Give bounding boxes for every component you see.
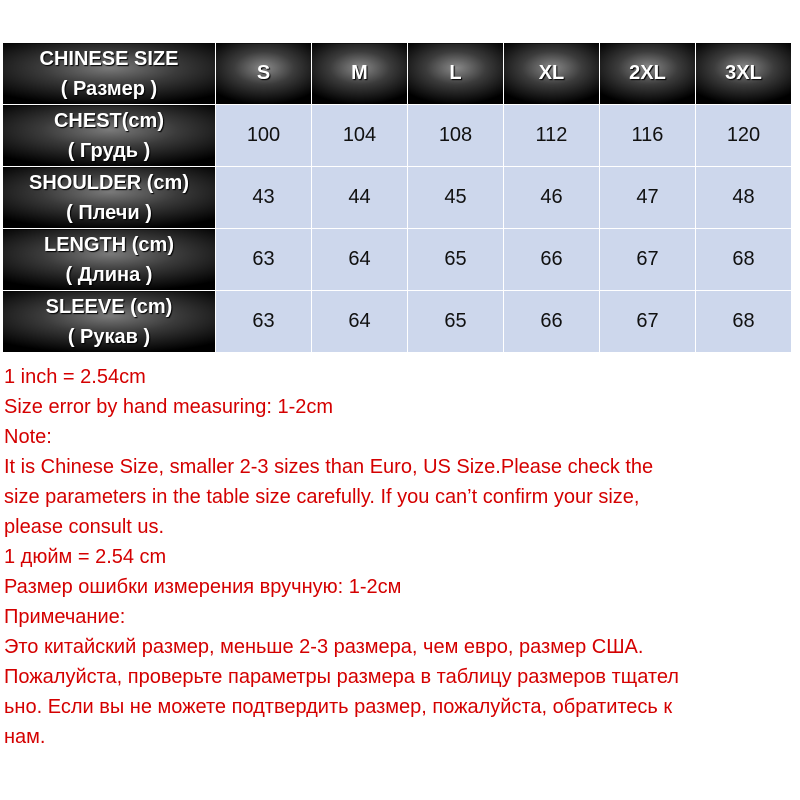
table-cell: 64 (312, 291, 408, 353)
table-cell: 68 (696, 291, 792, 353)
row-label-ru: ( Длина ) (65, 263, 153, 286)
table-row-length (3, 229, 792, 291)
note-line: size parameters in the table size carefully. If you can’t confirm your size, (4, 486, 640, 508)
size-header-2xl: 2XL (600, 43, 696, 105)
row-label: SHOULDER (cm) (28, 171, 189, 194)
note-line: нам. (4, 726, 46, 748)
size-chart-table (2, 42, 792, 353)
row-label: CHEST(cm) (53, 109, 164, 132)
size-header-s: S (216, 43, 312, 105)
note-line: Note: (4, 426, 52, 448)
table-cell: 100 (216, 105, 312, 167)
table-cell: 66 (504, 229, 600, 291)
table-cell: 116 (600, 105, 696, 167)
row-header-sleeve (3, 291, 216, 353)
table-cell: 65 (408, 291, 504, 353)
row-label: SLEEVE (cm) (45, 295, 173, 318)
table-cell: 47 (600, 167, 696, 229)
size-header-xl: XL (504, 43, 600, 105)
row-label-ru: ( Плечи ) (66, 201, 152, 224)
corner-header-line2: ( Размер ) (60, 77, 158, 100)
size-header-3xl: 3XL (696, 43, 792, 105)
table-cell: 112 (504, 105, 600, 167)
corner-header-line1: CHINESE SIZE (39, 47, 179, 70)
table-cell: 45 (408, 167, 504, 229)
size-header-m: M (312, 43, 408, 105)
note-line: please consult us. (4, 516, 165, 538)
note-line: Это китайский размер, меньше 2-3 размера, чем евро, размер США. (4, 636, 644, 658)
header-row (3, 43, 792, 105)
table-cell: 68 (696, 229, 792, 291)
table-cell: 63 (216, 229, 312, 291)
table-cell: 67 (600, 229, 696, 291)
note-line: Size error by hand measuring: 1-2cm (4, 396, 334, 418)
row-label: LENGTH (cm) (44, 233, 174, 256)
note-line: Размер ошибки измерения вручную: 1-2см (4, 576, 402, 598)
table-cell: 46 (504, 167, 600, 229)
table-row-chest (3, 105, 792, 167)
table-cell: 104 (312, 105, 408, 167)
table-cell: 44 (312, 167, 408, 229)
size-notes (4, 362, 796, 752)
table-cell: 120 (696, 105, 792, 167)
size-header-l: L (408, 43, 504, 105)
row-header-chest (3, 105, 216, 167)
row-label-ru: ( Рукав ) (67, 325, 151, 348)
row-header-shoulder (3, 167, 216, 229)
table-cell: 48 (696, 167, 792, 229)
note-line: Пожалуйста, проверьте параметры размера в таблицу размеров тщател (4, 666, 679, 688)
note-line: It is Chinese Size, smaller 2-3 sizes than Euro, US Size.Please check the (4, 456, 654, 478)
row-label-ru: ( Грудь ) (67, 139, 151, 162)
note-line: 1 inch = 2.54cm (4, 366, 146, 388)
note-line: ьно. Если вы не можете подтвердить размер, пожалуйста, обратитесь к (4, 696, 673, 718)
table-cell: 65 (408, 229, 504, 291)
note-line: Примечание: (4, 606, 126, 628)
table-cell: 43 (216, 167, 312, 229)
row-header-length (3, 229, 216, 291)
table-cell: 63 (216, 291, 312, 353)
corner-header-cell (3, 43, 216, 105)
table-row-sleeve (3, 291, 792, 353)
note-line: 1 дюйм = 2.54 cm (4, 546, 167, 568)
table-row-shoulder (3, 167, 792, 229)
table-cell: 66 (504, 291, 600, 353)
table-cell: 67 (600, 291, 696, 353)
table-cell: 64 (312, 229, 408, 291)
table-cell: 108 (408, 105, 504, 167)
